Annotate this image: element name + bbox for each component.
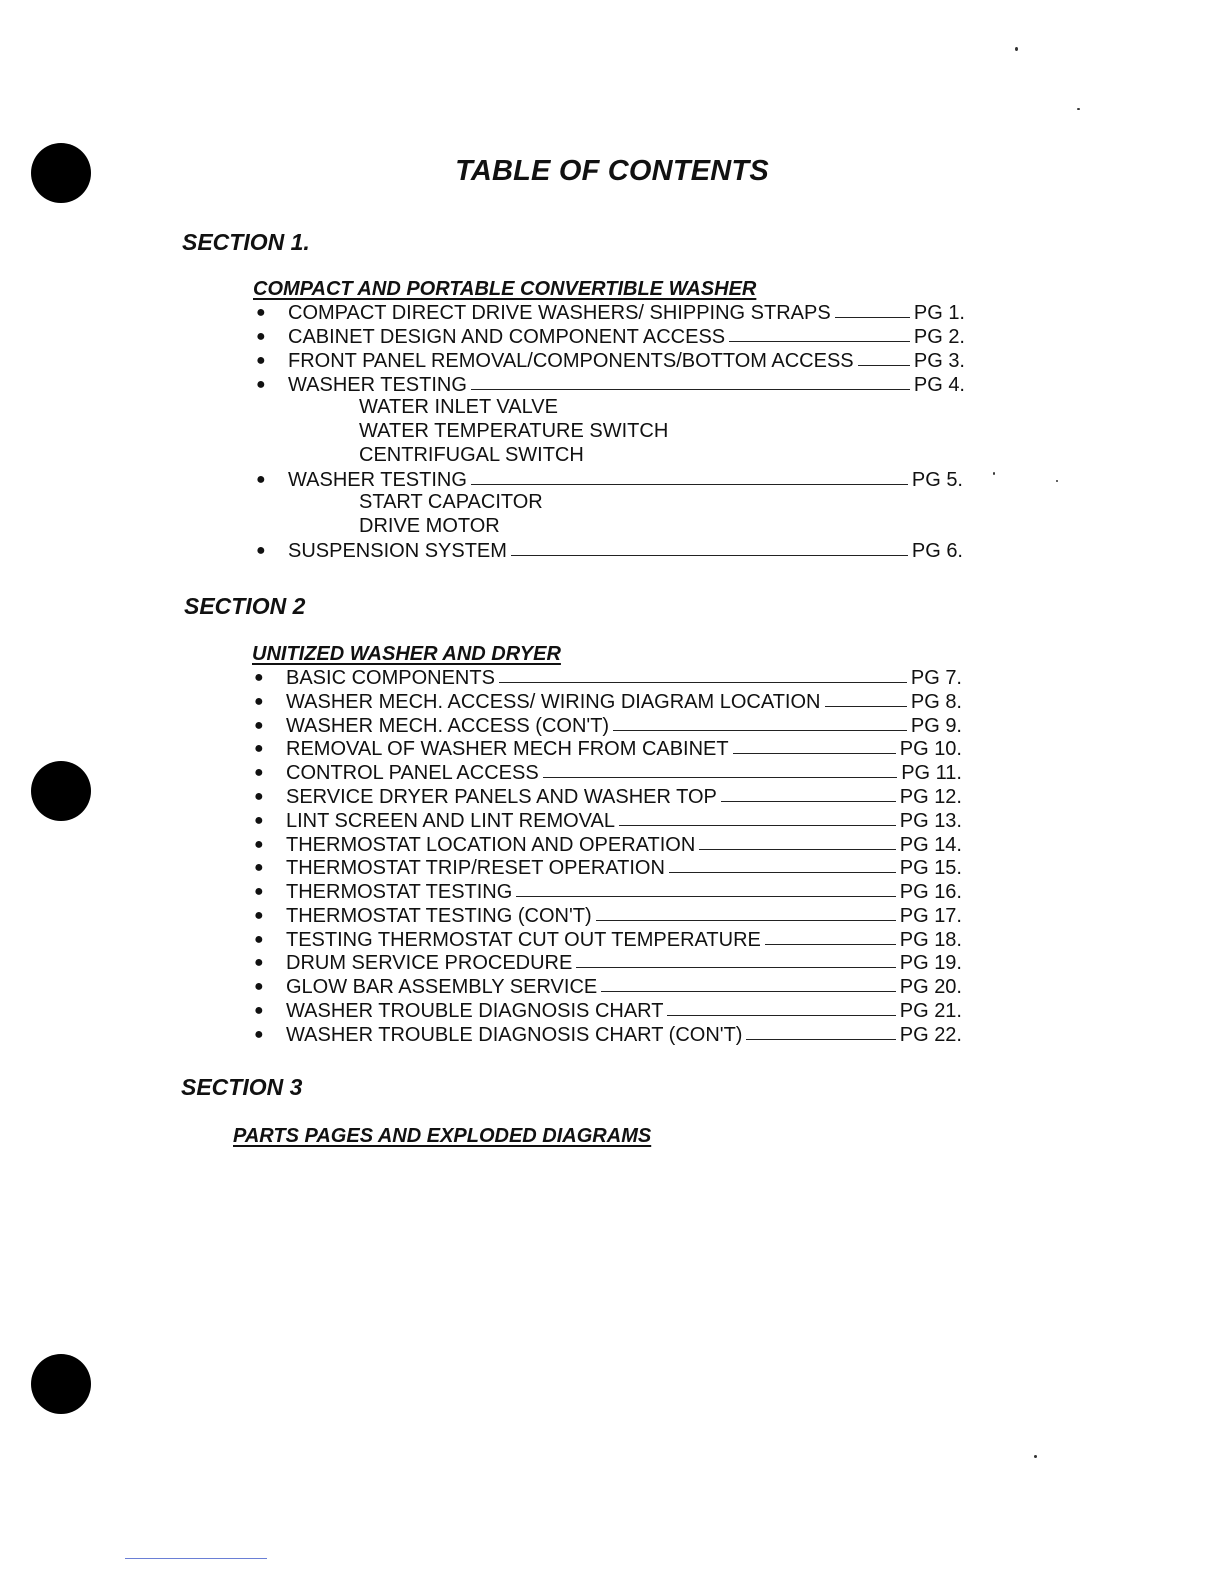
bullet-icon: ●: [254, 764, 264, 781]
punch-hole-middle: [31, 761, 91, 821]
toc-entry[interactable]: [251, 879, 962, 903]
toc-entry-page: PG 3.: [913, 350, 965, 372]
toc-entry-label: SUSPENSION SYSTEM: [288, 540, 507, 562]
dot-leader: [746, 1039, 895, 1040]
dot-leader: [576, 967, 895, 968]
toc-entry-page: PG 4.: [913, 374, 965, 396]
dot-leader: [516, 896, 895, 897]
scan-edge-line: [125, 1558, 267, 1559]
toc-entry-page: PG 17.: [899, 905, 962, 927]
bullet-icon: ●: [254, 907, 264, 924]
toc-entry[interactable]: [253, 348, 965, 372]
dot-leader: [729, 341, 910, 342]
toc-entry[interactable]: [253, 538, 963, 562]
dot-leader: [721, 801, 896, 802]
dot-leader: [601, 991, 896, 992]
toc-entry-label: DRUM SERVICE PROCEDURE: [286, 952, 573, 974]
dot-leader: [596, 920, 896, 921]
dot-leader: [511, 555, 908, 556]
toc-entry[interactable]: [251, 760, 962, 784]
dot-leader: [619, 825, 896, 826]
bullet-icon: ●: [254, 812, 264, 829]
toc-entry[interactable]: [251, 736, 962, 760]
toc-entry[interactable]: [251, 784, 962, 808]
toc-entry-page: PG 22.: [899, 1024, 962, 1046]
bullet-icon: ●: [256, 304, 266, 321]
bullet-icon: ●: [254, 859, 264, 876]
bullet-icon: ●: [254, 836, 264, 853]
toc-entry-label: THERMOSTAT TESTING (CON'T): [286, 905, 592, 927]
bullet-icon: ●: [256, 352, 266, 369]
bullet-icon: ●: [254, 954, 264, 971]
toc-entry-page: PG 10.: [899, 738, 962, 760]
toc-entry-page: PG 12.: [899, 786, 962, 808]
dot-leader: [543, 777, 898, 778]
dot-leader: [825, 706, 907, 707]
toc-entry-page: PG 6.: [911, 540, 963, 562]
toc-sub-item: CENTRIFUGAL SWITCH: [359, 444, 584, 466]
toc-entry-page: PG 9.: [910, 715, 962, 737]
toc-entry-label: THERMOSTAT LOCATION AND OPERATION: [286, 834, 696, 856]
bullet-icon: ●: [254, 788, 264, 805]
toc-entry[interactable]: [253, 324, 965, 348]
scan-speck: [993, 472, 995, 475]
section-1-heading: SECTION 1.: [182, 229, 310, 255]
toc-entry-page: PG 13.: [899, 810, 962, 832]
toc-entry-page: PG 16.: [899, 881, 962, 903]
bullet-icon: ●: [254, 693, 264, 710]
toc-entry-page: PG 5.: [911, 469, 963, 491]
toc-sub-item: START CAPACITOR: [359, 491, 543, 513]
toc-entry[interactable]: [251, 713, 962, 737]
toc-entry-label: CABINET DESIGN AND COMPONENT ACCESS: [288, 326, 726, 348]
toc-entry[interactable]: [251, 998, 962, 1022]
toc-entry-page: PG 20.: [899, 976, 962, 998]
dot-leader: [613, 730, 907, 731]
toc-entry-page: PG 14.: [899, 834, 962, 856]
toc-entry-label: CONTROL PANEL ACCESS: [286, 762, 539, 784]
toc-entry-page: PG 19.: [899, 952, 962, 974]
bullet-icon: ●: [254, 1002, 264, 1019]
toc-entry[interactable]: [253, 300, 965, 324]
dot-leader: [471, 484, 908, 485]
bullet-icon: ●: [254, 978, 264, 995]
bullet-icon: ●: [256, 328, 266, 345]
section-2-heading: SECTION 2: [184, 593, 306, 619]
toc-entry-page: PG 7.: [910, 667, 962, 689]
page-title: TABLE OF CONTENTS: [455, 155, 769, 187]
dot-leader: [471, 389, 910, 390]
section-2-subheading: UNITIZED WASHER AND DRYER: [252, 643, 561, 665]
toc-entry[interactable]: [251, 689, 962, 713]
toc-entry[interactable]: [253, 372, 965, 396]
toc-entry-label: WASHER MECH. ACCESS (CON'T): [286, 715, 610, 737]
bullet-icon: ●: [254, 1026, 264, 1043]
dot-leader: [667, 1015, 895, 1016]
bullet-icon: ●: [256, 376, 266, 393]
toc-entry-label: FRONT PANEL REMOVAL/COMPONENTS/BOTTOM ACCESS: [288, 350, 854, 372]
toc-entry[interactable]: [251, 974, 962, 998]
bullet-icon: ●: [254, 669, 264, 686]
toc-entry-label: BASIC COMPONENTS: [286, 667, 495, 689]
toc-entry-label: TESTING THERMOSTAT CUT OUT TEMPERATURE: [286, 929, 761, 951]
dot-leader: [499, 682, 907, 683]
dot-leader: [699, 849, 895, 850]
toc-entry-label: SERVICE DRYER PANELS AND WASHER TOP: [286, 786, 717, 808]
toc-entry[interactable]: [251, 832, 962, 856]
toc-entry-label: WASHER TROUBLE DIAGNOSIS CHART (CON'T): [286, 1024, 743, 1046]
toc-entry[interactable]: [251, 927, 962, 951]
toc-entry-label: THERMOSTAT TESTING: [286, 881, 513, 903]
toc-sub-item: WATER INLET VALVE: [359, 396, 558, 418]
dot-leader: [858, 365, 910, 366]
scan-speck: [1056, 480, 1058, 482]
toc-entry-page: PG 18.: [899, 929, 962, 951]
toc-entry[interactable]: [251, 950, 962, 974]
toc-entry-label: WASHER MECH. ACCESS/ WIRING DIAGRAM LOCATION: [286, 691, 821, 713]
toc-entry-page: PG 8.: [910, 691, 962, 713]
toc-entry-label: WASHER TESTING: [288, 469, 467, 491]
toc-entry-label: REMOVAL OF WASHER MECH FROM CABINET: [286, 738, 729, 760]
punch-hole-bottom: [31, 1354, 91, 1414]
toc-entry[interactable]: [253, 467, 963, 491]
toc-entry-page: PG 21.: [899, 1000, 962, 1022]
toc-entry-label: GLOW BAR ASSEMBLY SERVICE: [286, 976, 598, 998]
section-3-heading: SECTION 3: [181, 1074, 303, 1100]
bullet-icon: ●: [254, 717, 264, 734]
toc-entry-page: PG 1.: [913, 302, 965, 324]
bullet-icon: ●: [256, 542, 266, 559]
toc-entry-label: LINT SCREEN AND LINT REMOVAL: [286, 810, 615, 832]
bullet-icon: ●: [254, 931, 264, 948]
dot-leader: [835, 317, 910, 318]
dot-leader: [669, 872, 896, 873]
toc-entry-label: WASHER TESTING: [288, 374, 467, 396]
bullet-icon: ●: [254, 883, 264, 900]
bullet-icon: ●: [254, 740, 264, 757]
toc-entry-page: PG 11.: [901, 762, 962, 784]
bullet-icon: ●: [256, 471, 266, 488]
dot-leader: [733, 753, 896, 754]
toc-sub-item: DRIVE MOTOR: [359, 515, 500, 537]
scan-speck: [1034, 1455, 1037, 1458]
section-3-subheading: PARTS PAGES AND EXPLODED DIAGRAMS: [233, 1125, 652, 1147]
section-1-subheading: COMPACT AND PORTABLE CONVERTIBLE WASHER: [253, 278, 757, 300]
toc-entry-label: THERMOSTAT TRIP/RESET OPERATION: [286, 857, 665, 879]
scan-speck: [1077, 108, 1080, 110]
toc-entry-page: PG 2.: [913, 326, 965, 348]
toc-entry[interactable]: [251, 665, 962, 689]
toc-entry[interactable]: [251, 1022, 962, 1046]
toc-entry-page: PG 15.: [899, 857, 962, 879]
toc-entry[interactable]: [251, 808, 962, 832]
toc-entry[interactable]: [251, 903, 962, 927]
toc-entry-label: WASHER TROUBLE DIAGNOSIS CHART: [286, 1000, 664, 1022]
toc-entry[interactable]: [251, 855, 962, 879]
scan-speck: [1015, 47, 1018, 51]
toc-sub-item: WATER TEMPERATURE SWITCH: [359, 420, 669, 442]
toc-entry-label: COMPACT DIRECT DRIVE WASHERS/ SHIPPING STRAPS: [288, 302, 831, 324]
dot-leader: [765, 944, 896, 945]
